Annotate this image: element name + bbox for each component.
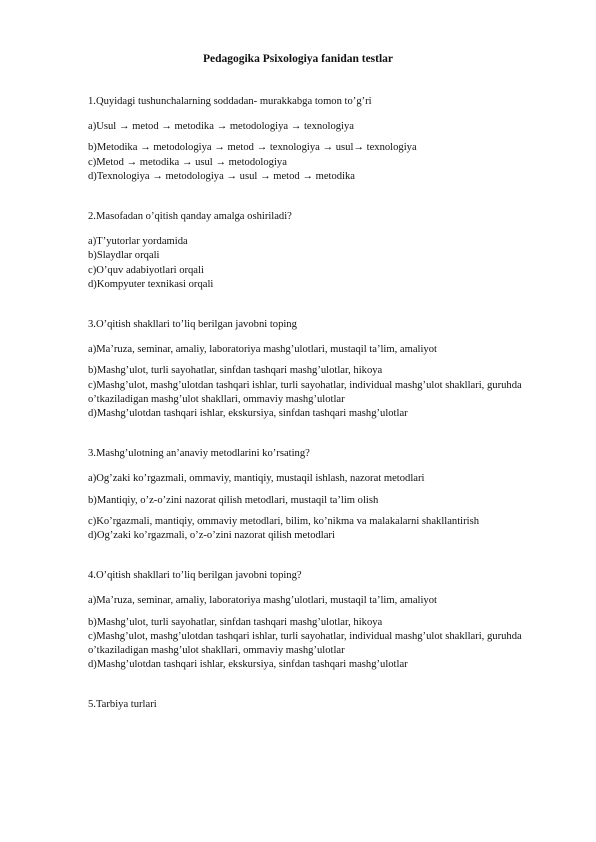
answer-option-c: c)Ko’rgazmali, mantiqiy, ommaviy metodlari, bilim, ko’nikma va malakalarni shakllantirish xyxy=(88,515,479,527)
question-block-5 xyxy=(88,569,558,672)
document-title: Pedagogika Psixologiya fanidan testlar xyxy=(202,53,394,65)
answer-option-a: a)Og’zaki ko’rgazmali, ommaviy, mantiqiy, mustaqil ishlash, nazorat metodlari xyxy=(88,473,425,485)
answer-option-d: d)Mashg’ulotdan tashqari ishlar, ekskursiya, sinfdan tashqari mashg’ulotlar xyxy=(88,659,408,671)
answer-option-d: d)Og’zaki ko’rgazmali, o’z-o’zini nazorat qilish metodlari xyxy=(88,530,335,542)
document-body xyxy=(88,95,558,724)
answer-option-a: a)T’yutorlar yordamida xyxy=(88,236,188,248)
answer-option-b: b)Slaydlar orqali xyxy=(88,250,160,262)
answer-option-a: a)Ma’ruza, seminar, amaliy, laboratoriya mashg’ulotlari, mustaqil ta’lim, amaliyot xyxy=(88,595,437,607)
question-text: 3.Mashg’ulotning an’anaviy metodlarini ko’rsating? xyxy=(88,448,310,460)
answer-option-b: b)Metodika → metodologiya → metod → texnologiya → usul→ texnologiya xyxy=(88,142,417,154)
answer-option-c: c)Mashg’ulot, mashg’ulotdan tashqari ishlar, turli sayohatlar, individual mashg’ulot shakllari, guruhda o’tkaziladigan mashg’ulot shakllari, ommaviy mashg’ulotlar xyxy=(88,379,522,405)
question-text: 2.Masofadan o’qitish qanday amalga oshiriladi? xyxy=(88,211,292,223)
answer-option-c: c)Metod → metodika → usul → metodologiya xyxy=(88,156,287,168)
answer-option-b: b)Mashg’ulot, turli sayohatlar, sinfdan tashqari mashg’ulotlar, hikoya xyxy=(88,365,383,377)
answer-option-c: c)O’quv adabiyotlari orqali xyxy=(88,264,204,276)
answer-option-c: c)Mashg’ulot, mashg’ulotdan tashqari ishlar, turli sayohatlar, individual mashg’ulot shakllari, guruhda o’tkaziladigan mashg’ulot shakllari, ommaviy mashg’ulotlar xyxy=(88,630,522,657)
question-block-2 xyxy=(88,210,558,292)
question-block-4 xyxy=(88,447,558,543)
answer-option-d: d)Mashg’ulotdan tashqari ishlar, ekskursiya, sinfdan tashqari mashg’ulotlar xyxy=(88,408,408,420)
question-text: 4.O’qitish shakllari to’liq berilgan javobni toping? xyxy=(88,570,302,582)
answer-option-a: a)Ma’ruza, seminar, amaliy, laboratoriya mashg’ulotlari, mustaqil ta’lim, amaliyot xyxy=(88,344,437,356)
answer-option-d: d)Texnologiya → metodologiya → usul → metod → metodika xyxy=(88,170,356,182)
question-text: 3.O’qitish shakllari to’liq berilgan javobni toping xyxy=(88,319,297,331)
question-block-3 xyxy=(88,318,558,421)
answer-option-a: a)Usul → metod → metodika → metodologiya → texnologiya xyxy=(88,121,354,133)
answer-option-b: b)Mashg’ulot, turli sayohatlar, sinfdan tashqari mashg’ulotlar, hikoya xyxy=(88,616,383,628)
question-text: 5.Tarbiya turlari xyxy=(88,699,157,711)
answer-option-b: b)Mantiqiy, o’z-o’zini nazorat qilish metodlari, mustaqil ta’lim olish xyxy=(88,494,379,506)
question-block-1 xyxy=(88,95,558,184)
question-text: 1.Quyidagi tushunchalarning soddadan- murakkabga tomon to’g’ri xyxy=(88,96,372,107)
question-block-6 xyxy=(88,698,558,712)
answer-option-d: d)Kompyuter texnikasi orqali xyxy=(88,278,214,290)
